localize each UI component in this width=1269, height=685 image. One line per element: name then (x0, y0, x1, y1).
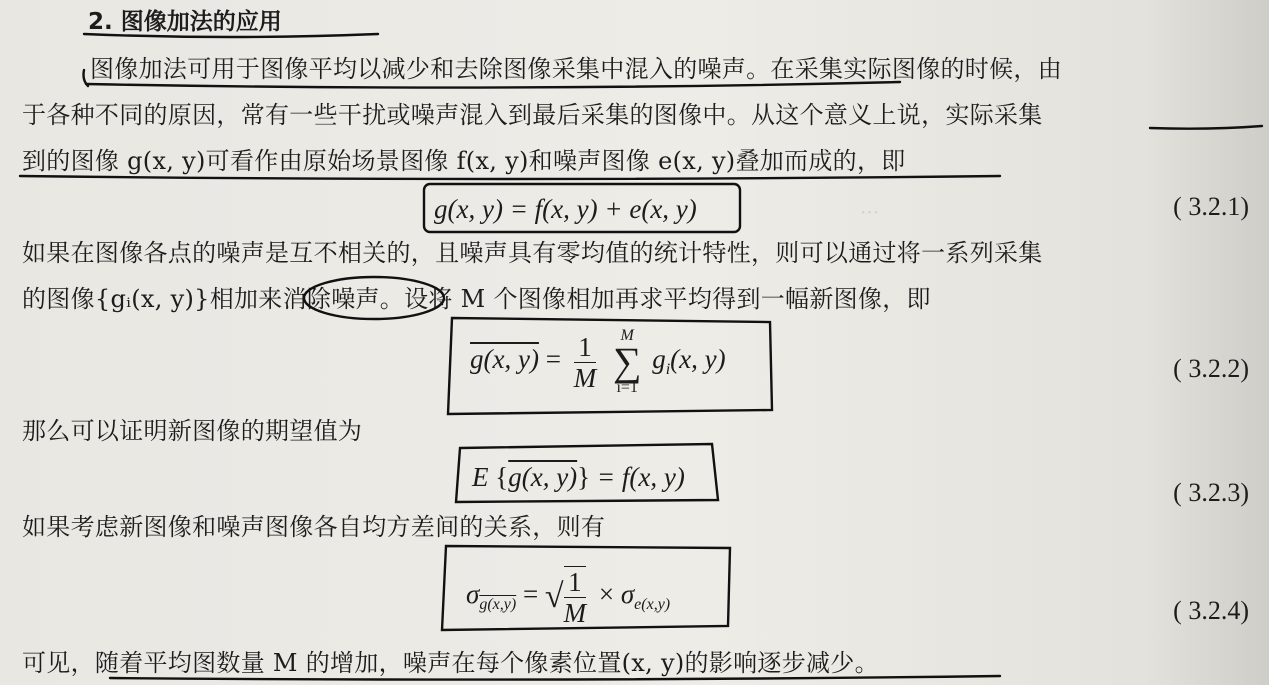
equation-4-equals: = (522, 579, 539, 610)
equation-4-sigma: σ (466, 579, 480, 610)
bleed-through-text: ··· (860, 200, 880, 224)
equation-3-2-3: E {g(x, y)} = f(x, y) (472, 462, 685, 492)
paragraph-1-line-3: 到的图像 g(x, y)可看作由原始场景图像 f(x, y)和噪声图像 e(x, y)叠加而成的，即 (22, 147, 906, 175)
equation-number-3-2-4: ( 3.2.4) (1173, 596, 1249, 625)
equation-2-fraction-denominator: M (573, 362, 597, 393)
paragraph-1-line-1: 图像加法可用于图像平均以减少和去除图像采集中混入的噪声。在采集实际图像的时候，由 (90, 55, 1062, 83)
equation-number-3-2-3: ( 3.2.3) (1173, 478, 1249, 507)
summation-symbol-icon: ∑ (612, 339, 642, 384)
equation-2-term-args: (x, y) (670, 344, 726, 375)
paragraph-5: 可见，随着平均图数量 M 的增加，噪声在每个像素位置(x, y)的影响逐步减少。 (22, 649, 879, 677)
equation-3-2-4 (466, 566, 670, 628)
equation-3-inner: g(x, y) (508, 462, 578, 492)
paragraph-4: 如果考虑新图像和噪声图像各自均方差间的关系，则有 (22, 513, 606, 541)
equation-2-sum-upper: M (620, 327, 634, 344)
paragraph-1-line-2: 于各种不同的原因，常有一些干扰或噪声混入到最后采集的图像中。从这个意义上说，实际采集 (22, 101, 1043, 129)
paragraph-2-line-1: 如果在图像各点的噪声是互不相关的，且噪声具有零均值的统计特性，则可以通过将一系列采集 (22, 239, 1043, 267)
equation-2-term: g (652, 344, 666, 375)
underline-p1-line2 (1150, 126, 1262, 129)
paragraph-3: 那么可以证明新图像的期望值为 (22, 417, 363, 445)
equation-4-times: × (598, 579, 615, 610)
paragraph-2-line-2: 的图像{gᵢ(x, y)}相加来消除噪声。设将 M 个图像相加再求平均得到一幅新图像，即 (22, 285, 931, 313)
equation-4-fraction-denominator: M (563, 598, 587, 628)
underline-p1-line1-bracket (84, 70, 89, 86)
equation-number-3-2-2: ( 3.2.2) (1173, 354, 1249, 383)
section-heading: 2. 图像加法的应用 (88, 9, 282, 35)
equation-4-sigma-2-subscript: e(x,y) (634, 596, 671, 614)
square-root-icon: √ (544, 578, 564, 615)
equation-number-3-2-1: ( 3.2.1) (1173, 192, 1249, 221)
equation-4-sigma-2: σ (620, 579, 635, 610)
equation-1-rhs: = f(x, y) + e(x, y) (509, 194, 697, 224)
equation-1-lhs: g(x, y) (434, 194, 503, 224)
equation-2-term-subscript: i (665, 361, 671, 379)
equation-3-expectation: E (472, 462, 489, 492)
equation-4-fraction-numerator: 1 (564, 567, 587, 598)
equation-2-lhs: g(x, y) (470, 344, 539, 375)
equation-2-sum-lower: i=1 (616, 379, 638, 396)
equation-2-fraction-numerator: 1 (574, 332, 597, 363)
equation-3-2-1 (434, 194, 697, 225)
equation-3-2-2 (470, 328, 726, 396)
equation-2-equals: = (545, 344, 561, 375)
equation-3-rhs: = f(x, y) (596, 462, 685, 492)
equation-4-sigma-subscript: g(x,y) (479, 596, 517, 614)
